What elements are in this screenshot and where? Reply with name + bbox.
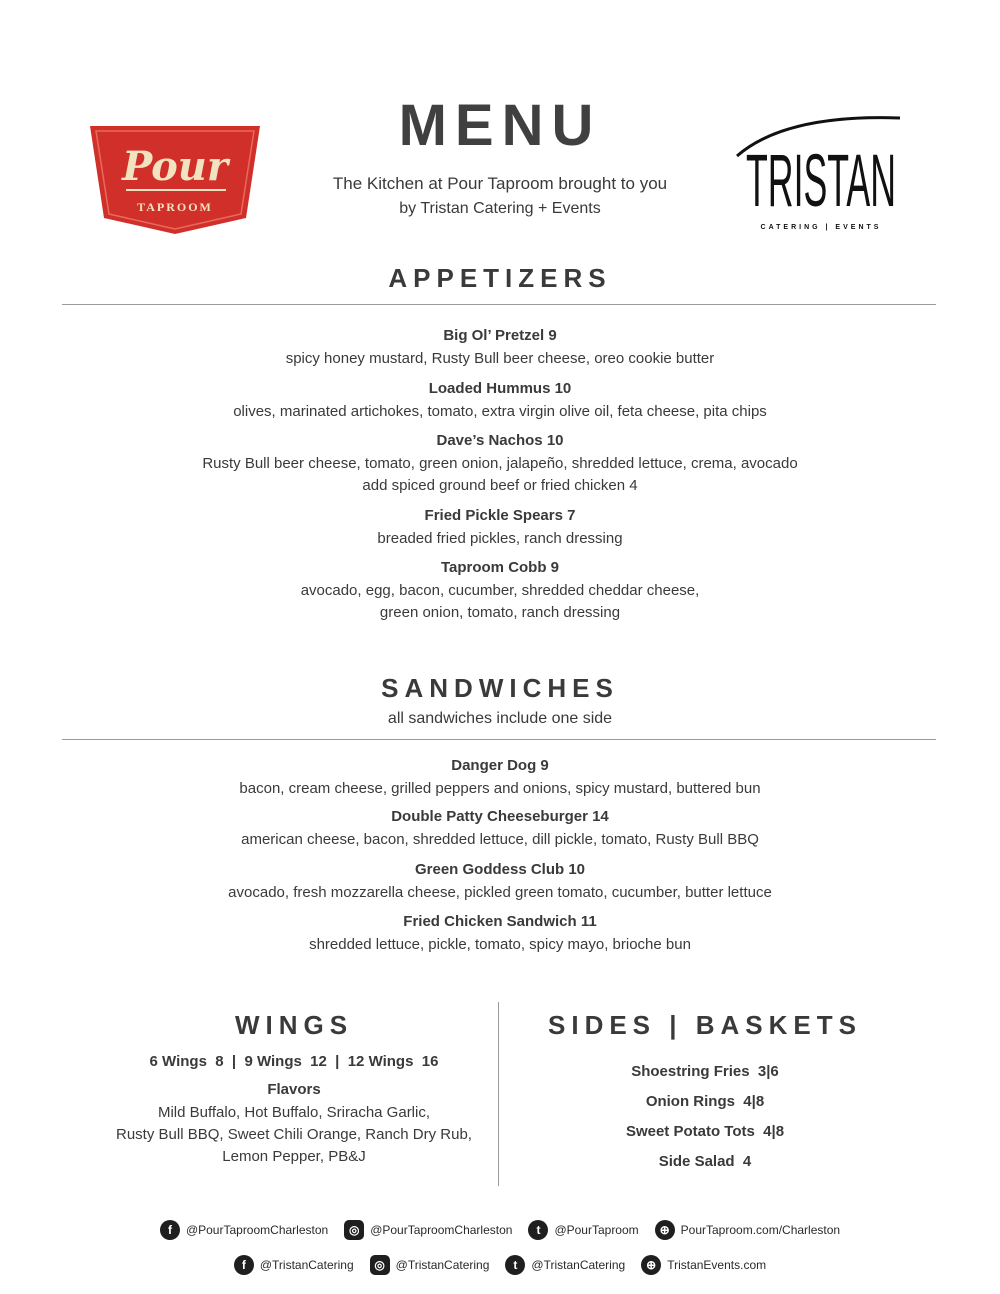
social-link[interactable] <box>528 1220 638 1240</box>
social-link[interactable] <box>344 1220 512 1240</box>
social-handle: @PourTaproomCharleston <box>185 1223 329 1237</box>
menu-item <box>0 861 1000 901</box>
flavors-label: Flavors <box>267 1081 321 1098</box>
menu-item <box>0 507 1000 547</box>
item-name: Fried Chicken Sandwich 11 <box>403 913 597 930</box>
wings-section <box>90 1010 498 1165</box>
subtitle-line-1: The Kitchen at Pour Taproom brought to you <box>332 174 668 193</box>
sandwiches-divider <box>62 739 936 740</box>
menu-item <box>0 559 1000 621</box>
footer-row-pour <box>0 1220 1000 1240</box>
sides-heading: SIDES | BASKETS <box>548 1010 862 1040</box>
page-title: MENU <box>398 93 602 158</box>
footer-row-tristan <box>0 1255 1000 1275</box>
facebook-icon: f <box>234 1255 254 1275</box>
svg-text:TAPROOM: TAPROOM <box>137 200 213 214</box>
social-handle: @TristanCatering <box>259 1258 354 1272</box>
flavor-list: Lemon Pepper, PB&J <box>222 1148 366 1165</box>
website-url: PourTaproom.com/Charleston <box>680 1223 841 1237</box>
menu-item <box>0 913 1000 953</box>
item-description: breaded fried pickles, ranch dressing <box>377 530 623 547</box>
item-description: olives, marinated artichokes, tomato, extra virgin olive oil, feta cheese, pita chips <box>233 403 767 420</box>
sides-section <box>505 1010 905 1170</box>
social-link[interactable] <box>370 1255 490 1275</box>
social-handle: @TristanCatering <box>395 1258 490 1272</box>
social-handle: @PourTaproomCharleston <box>370 1223 513 1237</box>
item-name: Fried Pickle Spears 7 <box>424 507 576 524</box>
twitter-icon: t <box>505 1255 525 1275</box>
flavor-list: Rusty Bull BBQ, Sweet Chili Orange, Ranch Dry Rub, <box>116 1126 472 1143</box>
social-link[interactable] <box>505 1255 625 1275</box>
sandwiches-heading: SANDWICHES <box>381 673 619 703</box>
item-description: avocado, fresh mozzarella cheese, pickled green tomato, cucumber, butter lettuce <box>228 884 772 901</box>
instagram-icon: ◎ <box>344 1220 364 1240</box>
tristan-logo <box>735 108 905 233</box>
twitter-icon: t <box>528 1220 548 1240</box>
side-item: Sweet Potato Tots 4|8 <box>625 1123 785 1140</box>
side-item: Onion Rings 4|8 <box>645 1093 765 1110</box>
item-name: Green Goddess Club 10 <box>414 861 586 878</box>
column-divider <box>498 1002 499 1186</box>
tristan-wordmark <box>735 108 905 233</box>
social-handle: @PourTaproom <box>554 1223 639 1237</box>
item-name: Danger Dog 9 <box>451 757 549 774</box>
svg-text:Pour: Pour <box>122 143 228 190</box>
item-description: bacon, cream cheese, grilled peppers and onions, spicy mustard, buttered bun <box>239 780 761 797</box>
item-description: spicy honey mustard, Rusty Bull beer cheese, oreo cookie butter <box>285 350 715 367</box>
globe-icon: ⊕ <box>641 1255 661 1275</box>
appetizers-divider <box>62 304 936 305</box>
website-link[interactable] <box>655 1220 840 1240</box>
subtitle-line-2: by Tristan Catering + Events <box>399 200 601 217</box>
svg-text:TRISTAN: TRISTAN <box>746 139 896 222</box>
item-description: avocado, egg, bacon, cucumber, shredded cheddar cheese, <box>300 582 700 599</box>
item-name: Big Ol’ Pretzel 9 <box>443 327 557 344</box>
svg-text:CATERING | EVENTS: CATERING | EVENTS <box>760 224 882 231</box>
item-description: Rusty Bull beer cheese, tomato, green onion, jalapeño, shredded lettuce, crema, avocado <box>202 455 798 472</box>
item-addon: add spiced ground beef or fried chicken 4 <box>362 477 638 494</box>
item-name: Loaded Hummus 10 <box>428 380 572 397</box>
menu-item <box>0 380 1000 420</box>
item-description: american cheese, bacon, shredded lettuce, dill pickle, tomato, Rusty Bull BBQ <box>241 831 759 848</box>
menu-item <box>0 327 1000 367</box>
website-url: TristanEvents.com <box>667 1258 767 1272</box>
menu-item <box>0 432 1000 494</box>
item-name: Taproom Cobb 9 <box>440 559 560 576</box>
website-link[interactable] <box>641 1255 766 1275</box>
item-description: green onion, tomato, ranch dressing <box>379 604 621 621</box>
instagram-icon: ◎ <box>370 1255 390 1275</box>
side-item: Shoestring Fries 3|6 <box>631 1063 779 1080</box>
social-link[interactable] <box>160 1220 328 1240</box>
flavor-list: Mild Buffalo, Hot Buffalo, Sriracha Garlic, <box>157 1104 431 1121</box>
appetizers-heading: APPETIZERS <box>388 263 612 293</box>
item-name: Dave’s Nachos 10 <box>436 432 564 449</box>
wings-prices: 6 Wings 8 | 9 Wings 12 | 12 Wings 16 <box>149 1053 439 1070</box>
menu-item <box>0 808 1000 848</box>
globe-icon: ⊕ <box>655 1220 675 1240</box>
menu-item <box>0 757 1000 797</box>
social-link[interactable] <box>234 1255 354 1275</box>
item-name: Double Patty Cheeseburger 14 <box>391 808 609 825</box>
social-handle: @TristanCatering <box>531 1258 626 1272</box>
wings-heading: WINGS <box>234 1010 354 1040</box>
side-item: Side Salad 4 <box>658 1153 752 1170</box>
item-description: shredded lettuce, pickle, tomato, spicy mayo, brioche bun <box>309 936 691 953</box>
sandwiches-note: all sandwiches include one side <box>387 710 613 727</box>
facebook-icon: f <box>160 1220 180 1240</box>
